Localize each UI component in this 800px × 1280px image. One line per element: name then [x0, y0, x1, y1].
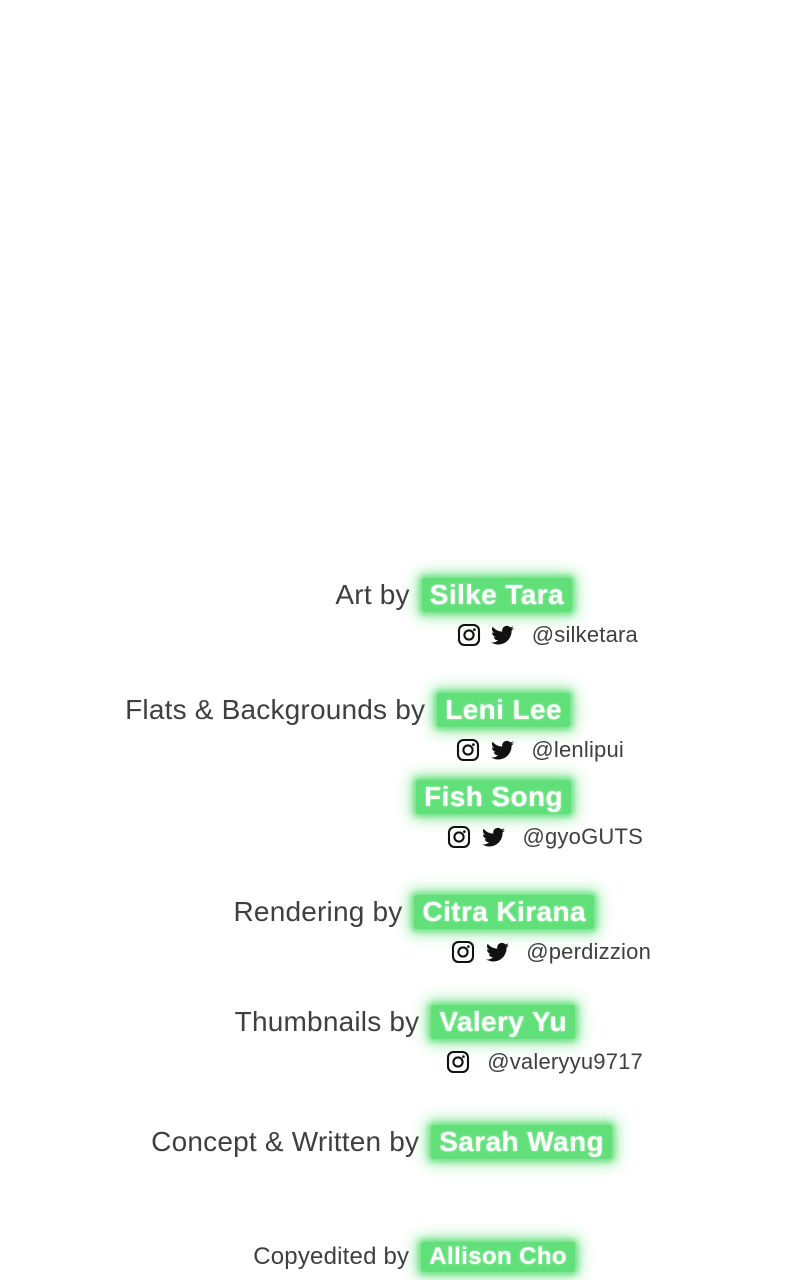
instagram-icon[interactable]	[446, 824, 472, 850]
credit-name: Leni Lee	[437, 693, 570, 727]
credit-role-label: Copyedited by	[253, 1243, 410, 1270]
twitter-icon[interactable]	[484, 939, 510, 965]
credit-line	[0, 693, 660, 727]
credit-handle[interactable]: @gyoGUTS	[522, 824, 643, 850]
credit-name: Valery Yu	[431, 1005, 575, 1039]
credit-handle-line	[0, 737, 660, 763]
credit-handle[interactable]: @lenlipui	[531, 737, 624, 763]
credit-handle-line	[0, 1049, 660, 1075]
credit-name: Sarah Wang	[431, 1125, 612, 1159]
twitter-icon[interactable]	[480, 824, 506, 850]
credit-handle-line	[0, 622, 660, 648]
credit-block-concept	[0, 1125, 660, 1159]
credit-role-label: Concept & Written by	[151, 1126, 420, 1157]
credit-block-copyedit	[0, 1242, 660, 1272]
credit-line	[0, 1242, 660, 1272]
credit-name: Citra Kirana	[414, 895, 594, 929]
twitter-icon[interactable]	[490, 622, 516, 648]
credit-handle[interactable]: @perdizzion	[526, 939, 651, 965]
credit-line	[0, 1125, 660, 1159]
credit-name: Allison Cho	[421, 1242, 575, 1272]
credit-name: Fish Song	[416, 780, 571, 814]
credit-role-label: Thumbnails by	[234, 1006, 420, 1037]
credit-handle-line	[0, 939, 660, 965]
twitter-icon[interactable]	[489, 737, 515, 763]
instagram-icon[interactable]	[455, 737, 481, 763]
credit-line	[0, 895, 660, 929]
instagram-icon[interactable]	[450, 939, 476, 965]
credit-block-art	[0, 578, 660, 648]
credit-name: Silke Tara	[422, 578, 572, 612]
credit-role-label: Flats & Backgrounds by	[125, 694, 426, 725]
credit-block-fishsong	[0, 780, 660, 850]
credit-handle[interactable]: @silketara	[531, 622, 638, 648]
credit-block-thumbnails	[0, 1005, 660, 1075]
credit-line	[0, 780, 660, 814]
credit-block-flats	[0, 693, 660, 763]
credit-role-label: Art by	[335, 579, 410, 610]
credit-handle[interactable]: @valeryyu9717	[487, 1049, 643, 1075]
credit-line	[0, 578, 660, 612]
credit-handle-line	[0, 824, 660, 850]
instagram-icon[interactable]	[456, 622, 482, 648]
instagram-icon[interactable]	[445, 1049, 471, 1075]
credit-line	[0, 1005, 660, 1039]
credit-block-rendering	[0, 895, 660, 965]
credit-role-label: Rendering by	[233, 896, 403, 927]
